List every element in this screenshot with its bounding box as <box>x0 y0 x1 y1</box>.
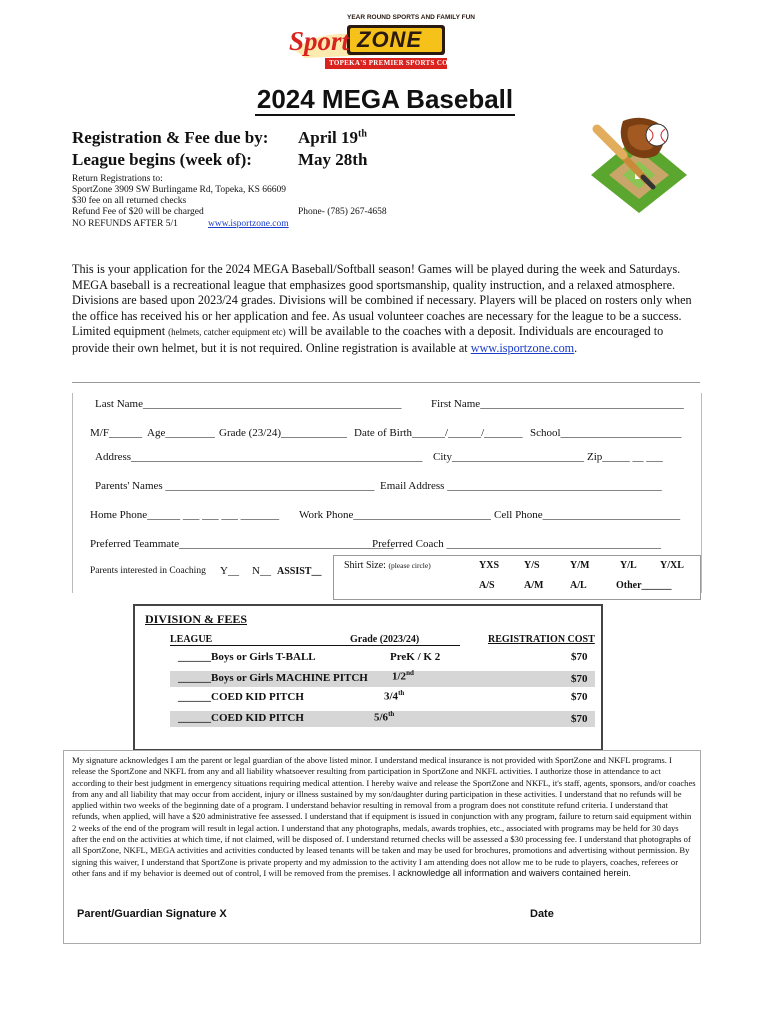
fee-grade: 1/2nd <box>392 669 414 683</box>
school-field[interactable]: School______________________ <box>530 427 682 439</box>
fee-cost: $70 <box>571 691 588 703</box>
last-name-field[interactable]: Last Name_______________________________________________ <box>95 398 402 410</box>
grade-field[interactable]: Grade (23/24)____________ <box>219 427 348 439</box>
coaching-yes-option[interactable]: Y__ <box>220 565 239 577</box>
email-field[interactable]: Email Address _______________________________________ <box>380 480 662 492</box>
league-begins-label: League begins (week of): <box>72 150 252 169</box>
page-title: 2024 MEGA Baseball <box>256 84 514 114</box>
shirt-size-ys[interactable]: Y/S <box>524 560 540 571</box>
waiver-box <box>63 750 701 944</box>
fees-col-league: LEAGUE <box>170 634 340 646</box>
fee-league: ______COED KID PITCH <box>178 691 304 703</box>
intro-paragraph: This is your application for the 2024 MEGA Baseball/Softball season! Games will be played during the week and Saturdays. MEGA baseball is a recreational league that emphasizes good sportsmanship, quality instruction, and a relaxed atmosphere. Divisions are based upon 2023/24 grades. Divisions will be combined if necessary. Players will be placed on rosters only when the office has received his or her application and fee. As usual volunteer coaches are necessary for the league to be a success. Limited equipment (helmets, catcher equipment etc) will be available to the coaches with a deposit. Individuals are encouraged to provide their own helmet, but it is not required. Online registration is available at www.isportzone.com. <box>72 262 692 355</box>
league-begins-value: May 28th <box>298 150 368 169</box>
return-info-no-refunds: NO REFUNDS AFTER 5/1 <box>72 219 178 229</box>
website-link[interactable]: www.isportzone.com <box>208 219 289 229</box>
logo-tagline: YEAR ROUND SPORTS AND FAMILY FUN <box>347 14 475 21</box>
return-info-check-fee: $30 fee on all returned checks <box>72 196 187 206</box>
fee-row-tball[interactable] <box>170 651 595 667</box>
fee-league: ______Boys or Girls T-BALL <box>178 651 316 663</box>
zip-field[interactable]: Zip_____ __ ___ <box>587 451 663 463</box>
shirt-size-ym[interactable]: Y/M <box>570 560 590 571</box>
waiver-acknowledgement: I acknowledge all information and waivers contained herein. <box>392 867 631 878</box>
fee-row-kid-pitch-34[interactable] <box>170 691 595 707</box>
return-info-address: SportZone 3909 SW Burlingame Rd, Topeka, KS 66609 <box>72 185 287 195</box>
return-info-line1: Return Registrations to: <box>72 174 163 184</box>
shirt-size-yl[interactable]: Y/L <box>620 560 637 571</box>
fee-grade: PreK / K 2 <box>390 651 441 663</box>
shirt-size-yxl[interactable]: Y/XL <box>660 560 684 571</box>
cell-phone-field[interactable]: Cell Phone_________________________ <box>494 509 681 521</box>
shirt-size-label: Shirt Size: (please circle) <box>344 560 431 571</box>
preferred-teammate-field[interactable]: Preferred Teammate_______________________________________ <box>90 538 394 550</box>
coaching-no-option[interactable]: N__ <box>252 565 271 577</box>
fee-cost: $70 <box>571 673 588 685</box>
fee-row-machine-pitch[interactable] <box>170 671 595 687</box>
coaching-interest-label: Parents interested in Coaching <box>90 566 206 576</box>
coaching-assist-option[interactable]: ASSIST__ <box>277 566 322 577</box>
shirt-size-as[interactable]: A/S <box>479 580 495 591</box>
preferred-coach-field[interactable]: Preferred Coach _______________________________________ <box>372 538 662 550</box>
fees-col-cost: REGISTRATION COST <box>488 634 595 645</box>
shirt-size-al[interactable]: A/L <box>570 580 587 591</box>
baseball-illustration <box>583 115 695 215</box>
sportzone-logo <box>285 12 475 72</box>
fee-league: ______Boys or Girls MACHINE PITCH <box>178 672 368 684</box>
return-info-phone: Phone- (785) 267-4658 <box>298 207 387 217</box>
first-name-field[interactable]: First Name_____________________________________ <box>431 398 684 410</box>
parent-signature-field[interactable]: Parent/Guardian Signature X <box>77 908 227 920</box>
return-info-refund-fee: Refund Fee of $20 will be charged <box>72 207 204 217</box>
online-registration-link[interactable]: www.isportzone.com <box>470 340 575 355</box>
fee-cost: $70 <box>571 651 588 663</box>
fees-heading: DIVISION & FEES <box>145 612 248 626</box>
shirt-size-am[interactable]: A/M <box>524 580 544 591</box>
home-phone-field[interactable]: Home Phone______ ___ ___ ___ _______ <box>90 509 280 521</box>
registration-due-value: April 19th <box>298 128 367 147</box>
city-field[interactable]: City________________________ <box>433 451 584 463</box>
logo-subtitle: TOPEKA'S PREMIER SPORTS COMPLEX <box>329 59 475 67</box>
section-divider <box>72 382 700 383</box>
shirt-size-other[interactable]: Other______ <box>616 580 672 591</box>
fee-row-kid-pitch-56[interactable] <box>170 711 595 727</box>
work-phone-field[interactable]: Work Phone_________________________ <box>299 509 491 521</box>
shirt-size-yxs[interactable]: YXS <box>479 560 500 571</box>
fee-grade: 5/6th <box>374 710 395 724</box>
address-field[interactable]: Address_____________________________________________________ <box>95 451 423 463</box>
date-of-birth-field[interactable]: Date of Birth______/______/_______ <box>354 427 523 439</box>
fee-grade: 3/4th <box>384 689 405 703</box>
registration-due-label: Registration & Fee due by: <box>72 128 269 147</box>
fees-col-grade: Grade (2023/24) <box>340 634 460 646</box>
age-field[interactable]: Age_________ <box>147 427 215 439</box>
waiver-text: My signature acknowledges I am the parent or legal guardian of the above listed minor. I understand medical insurance is not provided with SportZone and NKFL programs. I release the SportZone and NKFL from any and all liability whatsoever resulting from participation in SportZone and NKFL activities. I authorize those in attendance to act according to their best judgment in emergency situations requiring medical attention. I hereby waive and release the SportZone and NKFL, it's staff, agents, sponsors, and/or coaches from any and all liability that may occur from accident, injury or illness sustained by my son/daughter during participation in these activities. I understand that no refunds will be applied within two weeks of the beginning date of a program. I understand behavior resulting in removal from a program does not constitute refund criteria. I understand that refunds, when applied, will have a $20 administrative fee assessed. I understand that if equipment is issued in conjunction with any program, failure to return said equipment within 2 weeks of the end of the program will result in legal action. I understand that any photographs, medals, awards trophies, etc., associated with programs may be held for 30 days after the end on the activities at which time, if not claimed, will be disposed of. I understand returned checks will be assessed a $30 processing fee. I understand that photographs of all SportZone, NKFL, MEGA activities and activities conducted by leased tenants will be taken and may be used for brochures, promotions and advertising without permission. By signing this waiver, I understand that SportZone is private property and my admission to the activity I am attending does not allow me to be rude to players, coaches, referees or other fans and if my behavior is deemed out of control, I will be removed from the premises. I acknowledge all information and waivers contained herein. <box>72 755 696 878</box>
parents-names-field[interactable]: Parents' Names ______________________________________ <box>95 480 375 492</box>
signature-date-field[interactable]: Date <box>530 908 554 920</box>
logo-word-sport: Sport <box>289 26 350 56</box>
logo-word-zone: ZONE <box>357 27 423 52</box>
fee-league: ______COED KID PITCH <box>178 712 304 724</box>
fee-cost: $70 <box>571 713 588 725</box>
gender-field[interactable]: M/F______ <box>90 427 142 439</box>
